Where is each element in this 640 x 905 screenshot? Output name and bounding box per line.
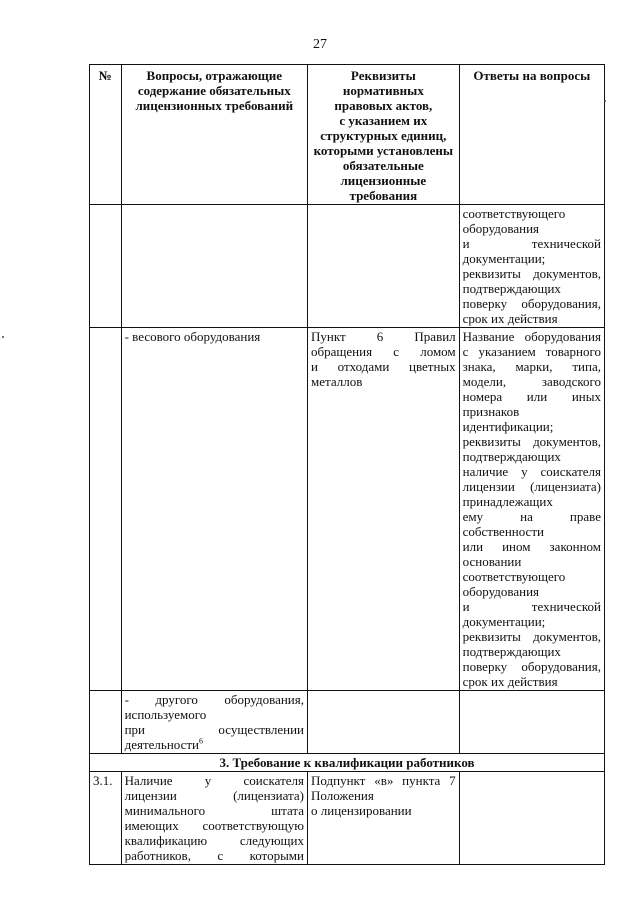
text-line: используемого [124, 707, 207, 722]
page-number: 27 [313, 37, 327, 52]
text-line: имеющих соответствующую [124, 818, 304, 833]
text-line: срок их действия [462, 674, 558, 689]
text-line: обращения с ломом [311, 344, 456, 359]
cell-empty [121, 205, 307, 328]
text-line: собственности [462, 524, 544, 539]
cell-empty [308, 205, 460, 328]
question-lines [125, 329, 304, 344]
text-line: Подпункт «в» пункта 7 [311, 773, 456, 788]
text-line: документации; [462, 251, 546, 266]
text-line: - весового оборудования [124, 329, 261, 344]
header-requisites-line: требования [349, 188, 418, 203]
header-requisites-line: с указанием их [339, 113, 428, 128]
text-line: работников, с которыми [124, 848, 304, 863]
text-line: ему на праве [462, 509, 601, 524]
text-line: подтверждающих [462, 281, 561, 296]
header-number: № [90, 65, 122, 205]
text-line: при осуществлении [124, 722, 304, 737]
footnote-mark: 6 [199, 736, 204, 746]
table-row-weight-equipment [90, 328, 605, 691]
header-requisites-line: лицензионные [340, 173, 427, 188]
cell-empty [90, 691, 122, 754]
text-line: наличие у соискателя [462, 464, 601, 479]
text-line: поверку оборудования, [462, 296, 601, 311]
cell-requisites-3-1 [308, 772, 460, 865]
requisites-lines [311, 329, 456, 389]
header-requisites [308, 65, 460, 205]
text-line: подтверждающих [462, 644, 561, 659]
text-line: принадлежащих [462, 494, 553, 509]
section-heading-row [90, 754, 605, 772]
row-number: 3.1. [90, 772, 122, 865]
text-line: деятельности [124, 737, 200, 752]
text-line: с указанием товарного [462, 344, 601, 359]
text-line: номера или иных [462, 389, 601, 404]
text-line: поверку оборудования, [462, 659, 601, 674]
text-line: - другого оборудования, [124, 692, 304, 707]
answer-lines [463, 206, 601, 326]
text-line: знака, марки, типа, [462, 359, 601, 374]
text-line: срок их действия [462, 311, 558, 326]
text-line: Пункт 6 Правил [311, 329, 456, 344]
text-line: и технической [462, 599, 601, 614]
cell-empty [90, 328, 122, 691]
header-requisites-line: Реквизиты [350, 68, 416, 83]
text-line: лицензии (лицензиата) [462, 479, 601, 494]
text-line: соответствующего [462, 206, 566, 221]
text-line: минимального штата [124, 803, 304, 818]
header-questions: Вопросы, отражающие содержание обязательных лицензионных требований [121, 65, 307, 205]
text-line: идентификации; [462, 419, 554, 434]
text-line: или ином законном [462, 539, 601, 554]
text-line: реквизиты документов, [462, 266, 601, 281]
text-line: и отходами цветных [311, 359, 456, 374]
answer-lines [463, 329, 601, 689]
table-row-other-equipment [90, 691, 605, 754]
header-answers: Ответы на вопросы [459, 65, 604, 205]
text-line: квалификацию следующих [124, 833, 304, 848]
cell-empty [459, 691, 604, 754]
header-requisites-line: обязательные [342, 158, 424, 173]
scan-speck [2, 336, 4, 338]
text-line: оборудования [462, 221, 540, 236]
cell-empty [90, 205, 122, 328]
text-line-with-footnote [125, 737, 304, 752]
text-line: подтверждающих [462, 449, 561, 464]
table-header-row [90, 65, 605, 205]
text-line: металлов [311, 374, 363, 389]
text-line: признаков [462, 404, 520, 419]
cell-empty [459, 772, 604, 865]
question-lines [125, 773, 304, 863]
license-requirements-table [89, 64, 605, 865]
text-line: реквизиты документов, [462, 434, 601, 449]
header-requisites-lines [311, 68, 456, 203]
text-line: Название оборудования [462, 329, 601, 344]
header-requisites-line: нормативных [342, 83, 424, 98]
cell-answers-continuation [459, 205, 604, 328]
cell-question-other [121, 691, 307, 754]
cell-question-3-1 [121, 772, 307, 865]
text-line: соответствующего [462, 569, 566, 584]
requisites-lines [311, 773, 456, 818]
text-line: Положения [311, 788, 374, 803]
text-line: лицензии (лицензиата) [124, 788, 304, 803]
text-line: основании [462, 554, 522, 569]
table-row-continuation [90, 205, 605, 328]
text-line: о лицензировании [311, 803, 412, 818]
header-requisites-line: которыми установлены [313, 143, 454, 158]
text-line: модели, заводского [462, 374, 601, 389]
question-lines [125, 692, 304, 752]
cell-requisites-weight [308, 328, 460, 691]
section-title: 3. Требование к квалификации работников [90, 754, 605, 772]
cell-question-weight [121, 328, 307, 691]
cell-empty [308, 691, 460, 754]
cell-answers-weight [459, 328, 604, 691]
text-line: оборудования [462, 584, 540, 599]
text-line: реквизиты документов, [462, 629, 601, 644]
table-row-3-1 [90, 772, 605, 865]
text-line: и технической [462, 236, 601, 251]
header-requisites-line: структурных единиц, [320, 128, 447, 143]
text-line: Наличие у соискателя [124, 773, 304, 788]
text-line: документации; [462, 614, 546, 629]
header-requisites-line: правовых актов, [334, 98, 433, 113]
scan-speck [604, 100, 606, 102]
